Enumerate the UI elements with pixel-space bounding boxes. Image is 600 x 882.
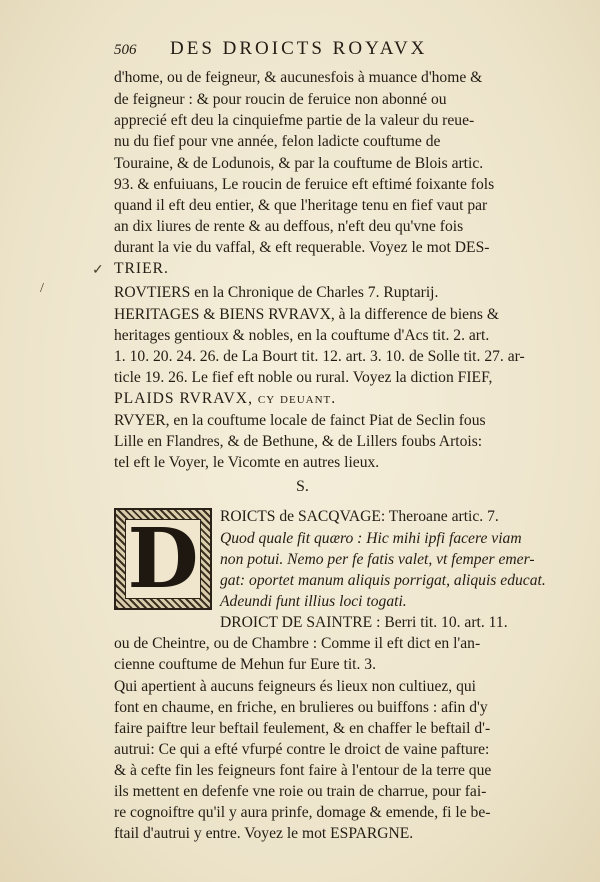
text-line: autrui: Ce qui a efté vfurpé contre le droict de vaine pafture: bbox=[114, 741, 490, 758]
text-line: ticle 19. 26. Le fief eft noble ou rural. Voyez la diction FIEF, bbox=[114, 369, 493, 386]
text-line: nu du fief pour vne année, felon ladicte couftume de bbox=[114, 133, 441, 150]
entry-ruyer: RVYER, en la couftume locale de fainct Piat de Seclin fous bbox=[114, 412, 486, 429]
text-line: Lille en Flandres, & de Bethune, & de Lillers foubs Artois: bbox=[114, 433, 483, 450]
text-line: faire paiftre leur beftail feulement, & en chaffer le beftail d'- bbox=[114, 720, 491, 737]
text-line: heritages gentioux & nobles, en la couftume d'Acs tit. 2. art. bbox=[114, 327, 490, 344]
text-line: TRIER. bbox=[114, 260, 169, 277]
text-line: durant la vie du vaffal, & eft requerable. Voyez le mot DES- bbox=[114, 239, 490, 256]
text-line: Touraine, & de Lodunois, & par la couftume de Blois artic. bbox=[114, 155, 484, 172]
running-title: DES DROICTS ROYAVX bbox=[170, 38, 428, 59]
page-header bbox=[114, 38, 514, 64]
text-line: ftail d'autrui y entre. Voyez le mot ESPARGNE. bbox=[114, 825, 414, 842]
text-line: & à cefte fin les feigneurs font faire à l'entour de la terre que bbox=[114, 762, 492, 779]
margin-mark: ✓ bbox=[92, 263, 104, 278]
entry-saintre: DROICT DE SAINTRE : Berri tit. 10. art. 11. bbox=[220, 614, 508, 631]
text-line: tel eft le Voyer, le Vicomte en autres lieux. bbox=[114, 454, 380, 471]
text-line: apprecié eft deu la cinquiefme partie de la valeur du reue- bbox=[114, 112, 475, 129]
text-line: cienne couftume de Mehun fur Eure tit. 3. bbox=[114, 656, 376, 673]
entry-routiers: ROVTIERS en la Chronique de Charles 7. Ruptarij. bbox=[114, 284, 439, 301]
text-line: de feigneur : & pour roucin de feruice non abonné ou bbox=[114, 91, 447, 108]
text-line: re cognoiftre qu'il y aura prinfe, domage & emende, fi le be- bbox=[114, 804, 491, 821]
latin-line: Adeundi funt illius loci togati. bbox=[220, 593, 407, 610]
page-number: 506 bbox=[114, 42, 137, 58]
entry-sacquage: ROICTS de SACQVAGE: Theroane artic. 7. bbox=[220, 508, 499, 525]
latin-line: Quod quale fit quæro : Hic mihi ipfi facere viam bbox=[220, 530, 522, 547]
margin-mark: / bbox=[40, 281, 44, 296]
text-line: 1. 10. 20. 24. 26. de La Bourt tit. 12. art. 3. 10. de Solle tit. 27. ar- bbox=[114, 348, 525, 365]
text-line: ou de Cheintre, ou de Chambre : Comme il eft dict en l'an- bbox=[114, 635, 481, 652]
ornamental-initial bbox=[114, 508, 212, 610]
text-line: quand il eft deu entier, & que l'heritage tenu en fief vaut par bbox=[114, 197, 488, 214]
drop-cap-letter: D bbox=[127, 511, 199, 607]
text-line: an dix liures de rente & au deffous, n'eft deu qu'vne fois bbox=[114, 218, 464, 235]
text-line: ils mettent en defenfe vne roie ou train de charrue, pour fai- bbox=[114, 783, 487, 800]
text-line: Qui apertient à aucuns feigneurs és lieux non cultiuez, qui bbox=[114, 678, 477, 695]
latin-line: gat: oportet manum aliquis porrigat, aliquis educat. bbox=[220, 572, 546, 589]
text-line: PLAIDS RVRAVX, cy deuant. bbox=[114, 390, 337, 407]
latin-line: non potui. Nemo per fe fatis valet, vt femper emer- bbox=[220, 551, 535, 568]
text-line: 93. & enfuiuans, Le roucin de feruice eft eftimé foixante fols bbox=[114, 176, 495, 193]
section-heading: S. bbox=[296, 478, 309, 495]
text-line: font en chaume, en friche, en brulieres ou buiffons : afin d'y bbox=[114, 699, 488, 716]
text-line: d'home, ou de feigneur, & aucunesfois à muance d'home & bbox=[114, 69, 483, 86]
entry-heritages: HERITAGES & BIENS RVRAVX, à la difference de biens & bbox=[114, 306, 499, 323]
